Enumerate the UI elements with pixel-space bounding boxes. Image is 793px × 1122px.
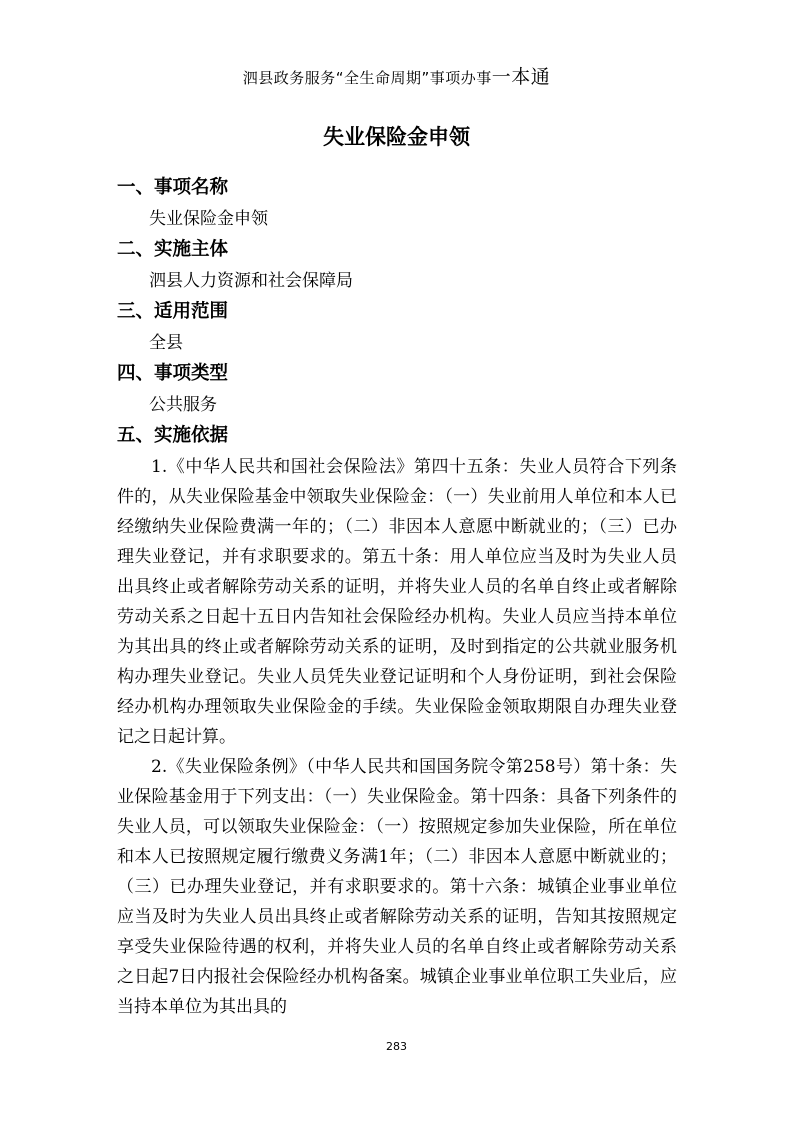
running-header-emphasis: 一本通: [491, 66, 551, 88]
section-heading-implementer: 二、实施主体: [117, 239, 229, 260]
section-heading-item-type: 四、事项类型: [117, 363, 229, 384]
section-heading-legal-basis: 五、实施依据: [117, 425, 229, 446]
section-value-implementer: 泗县人力资源和社会保障局: [149, 271, 353, 291]
legal-basis-paragraph-2: 2.《失业保险条例》（中华人民共和国国务院令第258号）第十条：失业保险基金用于下列支出：（一）失业保险金。第十四条：具备下列条件的失业人员，可以领取失业保险金：（一）按照规定参加失业保险，所在单位和本人已按照规定履行缴费义务满1年；（二）非因本人意愿中断就业的；（三）已办理失业登记，并有求职要求的。第十六条：城镇企业事业单位应当及时为失业人员出具终止或者解除劳动关系的证明，告知其按照规定享受失业保险待遇的权利，并将失业人员的名单自终止或者解除劳动关系之日起7日内报社会保险经办机构备案。城镇企业事业单位职工失业后，应当持本单位为其出具的: [117, 757, 677, 1017]
section-value-item-name: 失业保险金申领: [149, 209, 268, 229]
document-title: 失业保险金申领: [323, 125, 470, 149]
section-heading-item-name: 一、事项名称: [117, 177, 229, 198]
section-value-item-type: 公共服务: [149, 395, 217, 415]
section-value-scope: 全县: [149, 333, 183, 353]
section-heading-scope: 三、适用范围: [117, 301, 229, 322]
page-number: 283: [386, 1040, 407, 1053]
legal-basis-paragraph-1: 1.《中华人民共和国社会保险法》第四十五条：失业人员符合下列条件的，从失业保险基金中领取失业保险金：（一）失业前用人单位和本人已经缴纳失业保险费满一年的；（二）非因本人意愿中断就业的；（三）已办理失业登记，并有求职要求的。第五十条：用人单位应当及时为失业人员出具终止或者解除劳动关系的证明，并将失业人员的名单自终止或者解除劳动关系之日起十五日内告知社会保险经办机构。失业人员应当持本单位为其出具的终止或者解除劳动关系的证明，及时到指定的公共就业服务机构办理失业登记。失业人员凭失业登记证明和个人身份证明，到社会保险经办机构办理领取失业保险金的手续。失业保险金领取期限自办理失业登记之日起计算。: [117, 457, 677, 747]
document-body: [117, 172, 677, 1022]
running-header: [0, 62, 793, 89]
running-header-text: 泗县政务服务“全生命周期”事项办事: [242, 69, 492, 87]
